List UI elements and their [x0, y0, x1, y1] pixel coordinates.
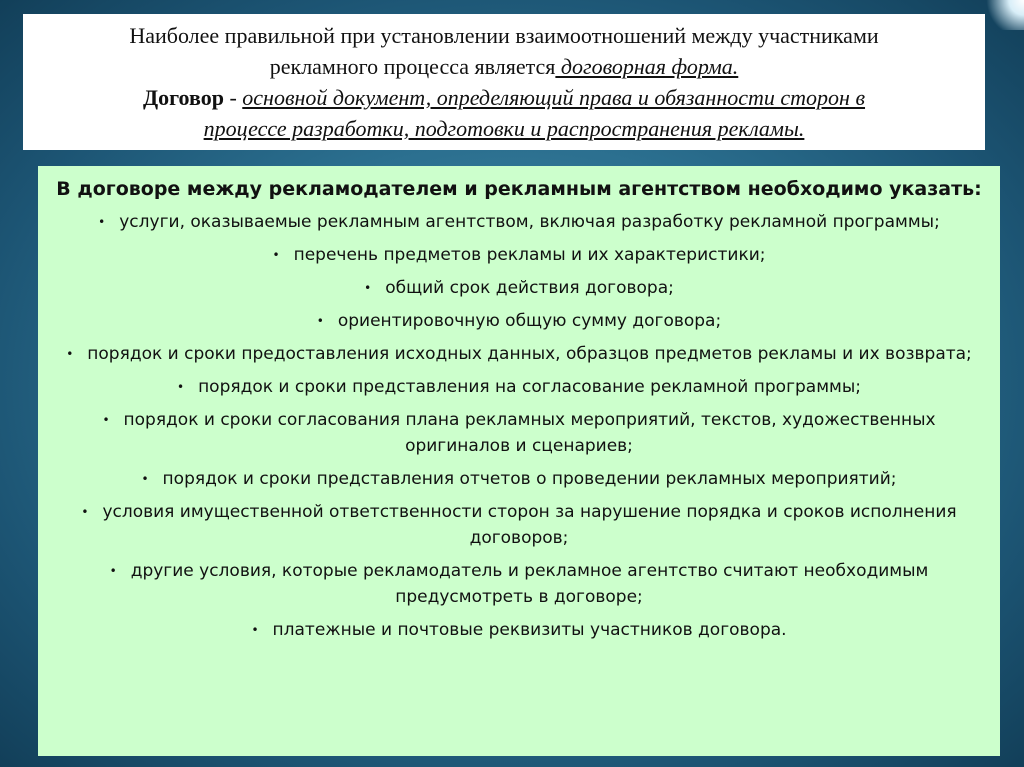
list-item-text: ориентировочную общую сумму договора; [337, 311, 722, 331]
header-line-2 [23, 51, 985, 82]
list-item-text: платежные и почтовые реквизиты участников договора. [272, 620, 787, 640]
content-title: В договоре между рекламодателем и рекламным агентством необходимо указать: [56, 178, 982, 200]
list-item-text: порядок и сроки представления на согласование рекламной программы; [198, 377, 862, 397]
list-item [52, 341, 986, 367]
requirements-list [52, 209, 986, 643]
list-item [52, 466, 986, 492]
list-item [52, 242, 986, 268]
definition-term: Договор [142, 85, 224, 110]
definition-text-2: процессе разработки, подготовки и распространения рекламы. [203, 116, 805, 141]
list-item [52, 617, 986, 643]
list-item-text: условия имущественной ответственности сторон за нарушение порядка и сроков исполнения договоров; [102, 502, 957, 548]
list-item [52, 209, 986, 235]
corner-highlight [984, 0, 1024, 30]
bullet-icon: • [251, 623, 259, 637]
definition-text-1: основной документ, определяющий права и обязанности сторон в [242, 85, 866, 110]
bullet-icon: • [66, 347, 74, 361]
header-box [23, 14, 985, 150]
bullet-icon: • [109, 564, 117, 578]
list-item [52, 499, 986, 551]
bullet-icon: • [81, 505, 89, 519]
list-item-text: порядок и сроки представления отчетов о проведении рекламных мероприятий; [162, 469, 897, 489]
definition-line-2 [23, 113, 985, 144]
list-item-text: порядок и сроки предоставления исходных данных, образцов предметов рекламы и их возврата; [87, 344, 972, 364]
list-item [52, 374, 986, 400]
bullet-icon: • [102, 413, 110, 427]
list-item-text: услуги, оказываемые рекламным агентством, включая разработку рекламной программы; [119, 212, 940, 232]
list-item [52, 558, 986, 610]
contract-form-emphasis: договорная форма. [555, 54, 739, 79]
definition-dash: - [223, 85, 243, 110]
list-item-text: общий срок действия договора; [385, 278, 674, 298]
content-box [38, 166, 1000, 756]
bullet-icon: • [316, 314, 324, 328]
definition-line-1 [23, 82, 985, 113]
list-item-text: другие условия, которые рекламодатель и рекламное агентство считают необходимым предусмотреть в договоре; [130, 561, 929, 607]
bullet-icon: • [364, 281, 372, 295]
list-item [52, 407, 986, 459]
list-item-text: порядок и сроки согласования плана рекламных мероприятий, текстов, художественных оригиналов и сценариев; [123, 410, 936, 456]
header-line-2-text: рекламного процесса является [269, 54, 556, 79]
header-line-1: Наиболее правильной при установлении взаимоотношений между участниками [129, 23, 879, 48]
list-item-text: перечень предметов рекламы и их характеристики; [293, 245, 766, 265]
bullet-icon: • [98, 215, 106, 229]
bullet-icon: • [176, 380, 185, 394]
bullet-icon: • [141, 472, 149, 486]
bullet-icon: • [272, 248, 280, 262]
list-item [52, 308, 986, 334]
list-item [52, 275, 986, 301]
